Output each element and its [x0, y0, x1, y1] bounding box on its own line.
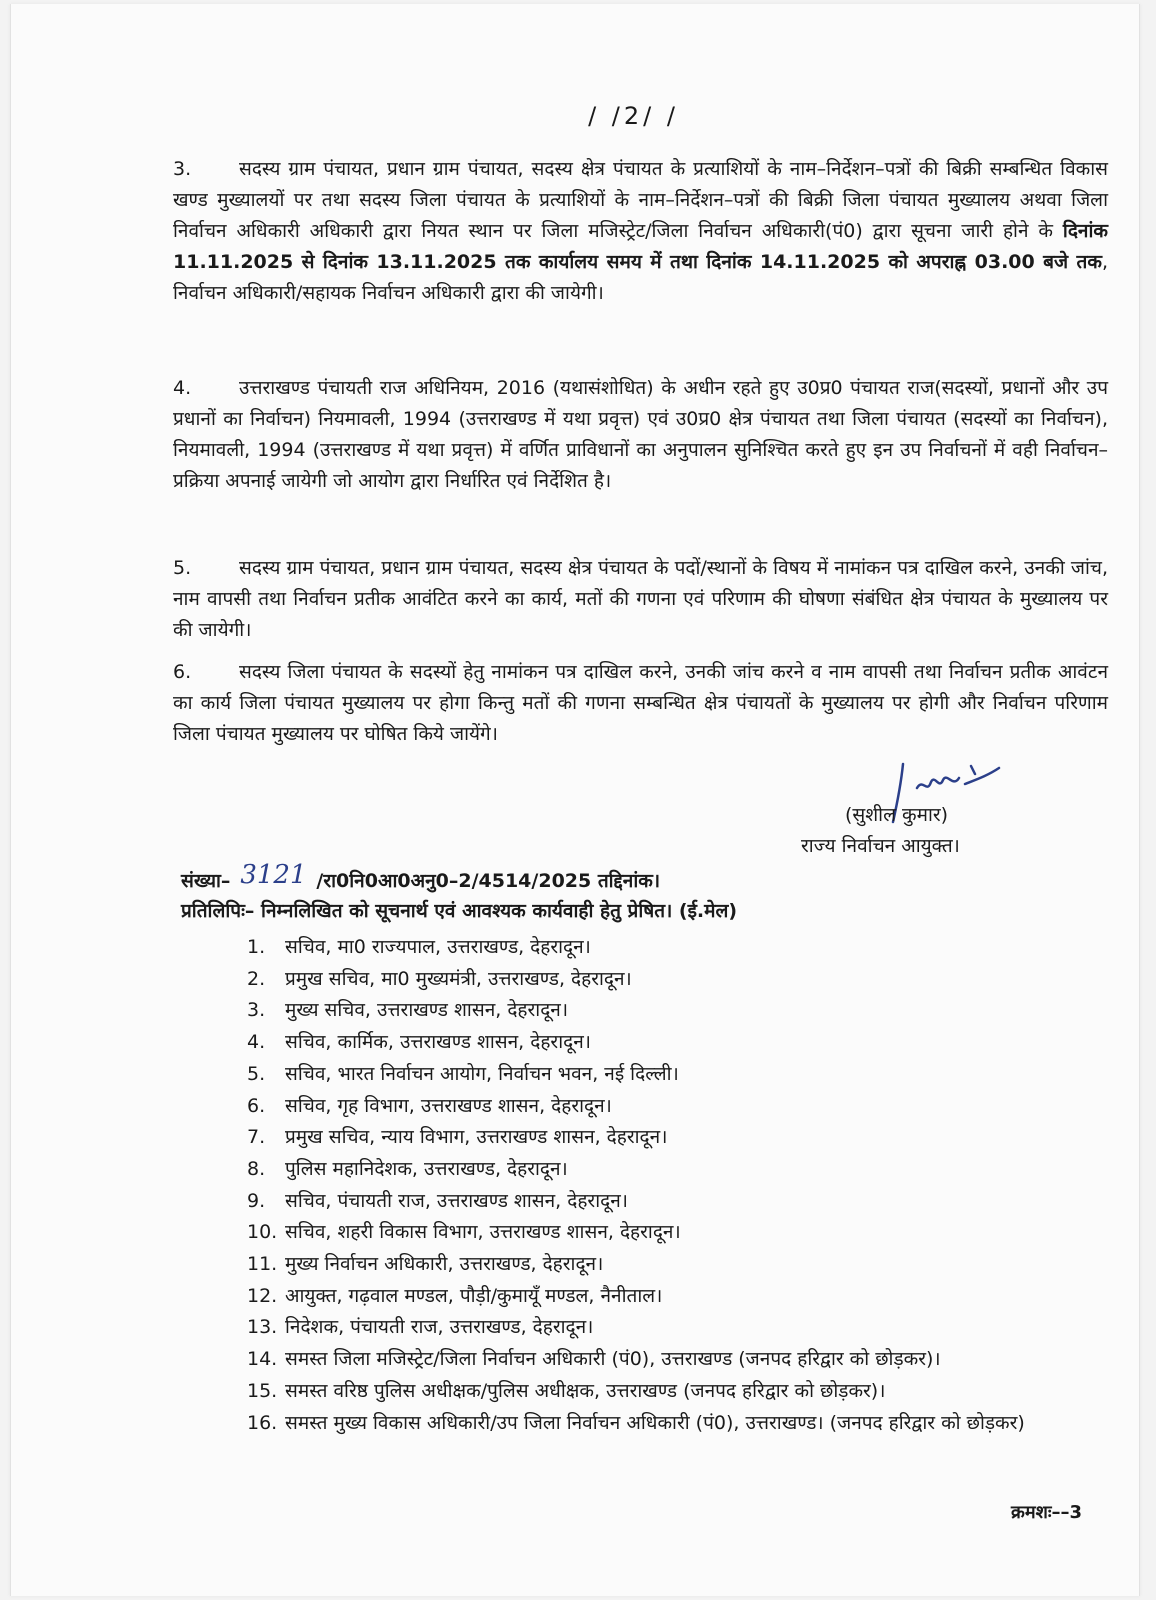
- paragraph-number: 4.: [173, 377, 192, 399]
- list-item-number: 3.: [247, 999, 266, 1022]
- list-item-text: मुख्य निर्वाचन अधिकारी, उत्तराखण्ड, देहरादून।: [285, 1253, 604, 1276]
- list-item: [247, 1281, 1102, 1313]
- reference-handwritten-number: 3121: [240, 860, 307, 890]
- list-item-text: सचिव, शहरी विकास विभाग, उत्तराखण्ड शासन, देहरादून।: [285, 1221, 681, 1244]
- paragraph-text: सदस्य ग्राम पंचायत, प्रधान ग्राम पंचायत, सदस्य क्षेत्र पंचायत के पदों/स्थानों के विषय में नामांकन पत्र दाखिल करने, उनकी जांच, नाम वापसी तथा निर्वाचन प्रतीक आवंटित करने का कार्य, मतों की गणना एवं परिणाम की घोषणा संबंधित क्षेत्र पंचायत के मुख्यालय पर की जायेगी।: [173, 557, 1108, 641]
- list-item-number: 5.: [247, 1062, 266, 1085]
- list-item-number: 6.: [247, 1094, 266, 1117]
- list-item-number: 7.: [247, 1126, 266, 1149]
- list-item: [247, 1059, 1102, 1091]
- list-item-text: आयुक्त, गढ़वाल मण्डल, पौड़ी/कुमायूँ मण्डल, नैनीताल।: [285, 1284, 663, 1307]
- list-item: [247, 1122, 1102, 1154]
- signatory-name: (सुशील कुमार): [845, 804, 949, 826]
- list-item: [247, 1376, 1102, 1408]
- reference-line: [181, 860, 661, 894]
- list-item-text: निदेशक, पंचायती राज, उत्तराखण्ड, देहरादून।: [285, 1316, 594, 1339]
- list-item-number: 1.: [247, 936, 266, 958]
- reference-number: /रा0नि0आ0अनु0–2/4514/2025 तद्दिनांक।: [316, 870, 661, 892]
- list-item-text: समस्त मुख्य विकास अधिकारी/उप जिला निर्वाचन अधिकारी (पं0), उत्तराखण्ड। (जनपद हरिद्वार को छोड़कर): [285, 1411, 1025, 1434]
- list-item: [247, 1217, 1102, 1249]
- list-item-text: सचिव, पंचायती राज, उत्तराखण्ड शासन, देहरादून।: [285, 1189, 628, 1212]
- paragraph-text: सदस्य जिला पंचायत के सदस्यों हेतु नामांकन पत्र दाखिल करने, उनकी जांच करने व नाम वापसी तथा निर्वाचन प्रतीक आवंटन का कार्य जिला पंचायत मुख्यालय पर होगा किन्तु मतों की गणना सम्बन्धित क्षेत्र पंचायतों के मुख्यालय पर होगी और निर्वाचन परिणाम जिला पंचायत मुख्यालय पर घोषित किये जायेंगे।: [173, 661, 1108, 745]
- list-item: [247, 995, 1102, 1027]
- list-item-text: मुख्य सचिव, उत्तराखण्ड शासन, देहरादून।: [285, 999, 569, 1022]
- list-item-text: समस्त जिला मजिस्ट्रेट/जिला निर्वाचन अधिकारी (पं0), उत्तराखण्ड (जनपद हरिद्वार को छोड़कर)।: [285, 1348, 941, 1371]
- continuation-marker: क्रमशः––3: [1011, 1502, 1082, 1523]
- paragraph-6: [173, 657, 1108, 750]
- list-item: [247, 932, 1102, 964]
- list-item: [247, 1154, 1102, 1186]
- copy-recipient-list: [247, 932, 1102, 1439]
- list-item-number: 16.: [247, 1411, 278, 1434]
- list-item-number: 9.: [247, 1189, 266, 1212]
- paragraph-text: सदस्य ग्राम पंचायत, प्रधान ग्राम पंचायत, सदस्य क्षेत्र पंचायत के प्रत्याशियों के नाम–निर्देशन–पत्रों की बिक्री सम्बन्धित विकास खण्ड मुख्यालयों पर तथा सदस्य जिला पंचायत के प्रत्याशियों के नाम–निर्देशन–पत्रों की बिक्री जिला पंचायत मुख्यालय अथवा जिला निर्वाचन अधिकारी अधिकारी द्वारा नियत स्थान पर जिला मजिस्ट्रेट/जिला निर्वाचन अधिकारी(पं0) द्वारा सूचना जारी होने के: [173, 158, 1108, 242]
- list-item-number: 15.: [247, 1379, 278, 1402]
- list-item: [247, 964, 1102, 996]
- paragraph-text-end: , निर्वाचन अधिकारी/सहायक निर्वाचन अधिकारी द्वारा की जायेगी।: [173, 251, 1108, 304]
- paragraph-number: 6.: [173, 661, 192, 683]
- list-item: [247, 1186, 1102, 1218]
- paragraph-text: उत्तराखण्ड पंचायती राज अधिनियम, 2016 (यथासंशोधित) के अधीन रहते हुए उ0प्र0 पंचायत राज(सदस्यों, प्रधानों और उप प्रधानों का निर्वाचन) नियमावली, 1994 (उत्तराखण्ड में यथा प्रवृत्त) एवं उ0प्र0 क्षेत्र पंचायत तथा जिला पंचायत (सदस्यों का निर्वाचन), नियमावली, 1994 (उत्तराखण्ड में यथा प्रवृत्त) में वर्णित प्राविधानों का अनुपालन सुनिश्चित करते हुए इन उप निर्वाचनों में वही निर्वाचन–प्रक्रिया अपनाई जायेगी जो आयोग द्वारा निर्धारित एवं निर्देशित है।: [173, 377, 1108, 492]
- list-item: [247, 1249, 1102, 1281]
- list-item-text: प्रमुख सचिव, न्याय विभाग, उत्तराखण्ड शासन, देहरादून।: [285, 1126, 668, 1149]
- list-item-text: सचिव, मा0 राज्यपाल, उत्तराखण्ड, देहरादून।: [285, 936, 591, 958]
- list-item: [247, 1027, 1102, 1059]
- list-item-number: 11.: [247, 1253, 278, 1276]
- list-item-number: 10.: [247, 1221, 278, 1244]
- list-item-text: सचिव, भारत निर्वाचन आयोग, निर्वाचन भवन, नई दिल्ली।: [285, 1062, 679, 1085]
- paragraph-number: 3.: [173, 158, 192, 180]
- list-item-number: 8.: [247, 1157, 266, 1180]
- paragraph-number: 5.: [173, 557, 192, 579]
- list-item-text: सचिव, कार्मिक, उत्तराखण्ड शासन, देहरादून।: [285, 1031, 591, 1054]
- paragraph-4: [173, 373, 1108, 497]
- list-item-number: 14.: [247, 1348, 278, 1371]
- signatory-block: [801, 800, 1031, 862]
- list-item: [247, 1344, 1102, 1376]
- reference-label: संख्या–: [181, 870, 231, 892]
- document-page: [10, 4, 1140, 1596]
- list-item-text: समस्त वरिष्ठ पुलिस अधीक्षक/पुलिस अधीक्षक, उत्तराखण्ड (जनपद हरिद्वार को छोड़कर)।: [285, 1379, 886, 1402]
- list-item-text: पुलिस महानिदेशक, उत्तराखण्ड, देहरादून।: [285, 1157, 568, 1180]
- paragraph-3: [173, 154, 1108, 309]
- list-item-number: 4.: [247, 1031, 266, 1054]
- list-item-text: प्रमुख सचिव, मा0 मुख्यमंत्री, उत्तराखण्ड, देहरादून।: [285, 967, 632, 990]
- paragraph-bold-dates: दिनांक 11.11.2025 से दिनांक 13.11.2025 तक कार्यालय समय में तथा दिनांक 14.11.2025 को अपराह्न 03.00 बजे तक: [173, 220, 1108, 273]
- list-item-text: सचिव, गृह विभाग, उत्तराखण्ड शासन, देहरादून।: [285, 1094, 612, 1117]
- list-item: [247, 1312, 1102, 1344]
- signatory-designation: राज्य निर्वाचन आयुक्त।: [801, 835, 960, 857]
- paragraph-5: [173, 553, 1108, 646]
- list-item-number: 2.: [247, 967, 266, 990]
- list-item: [247, 1091, 1102, 1123]
- list-item: [247, 1408, 1102, 1440]
- list-item-number: 12.: [247, 1284, 278, 1307]
- copy-heading: प्रतिलिपिः– निम्नलिखित को सूचनार्थ एवं आवश्यक कार्यवाही हेतु प्रेषित। (ई.मेल): [181, 900, 738, 922]
- list-item-number: 13.: [247, 1316, 278, 1339]
- page-number: / /2/ /: [588, 102, 679, 130]
